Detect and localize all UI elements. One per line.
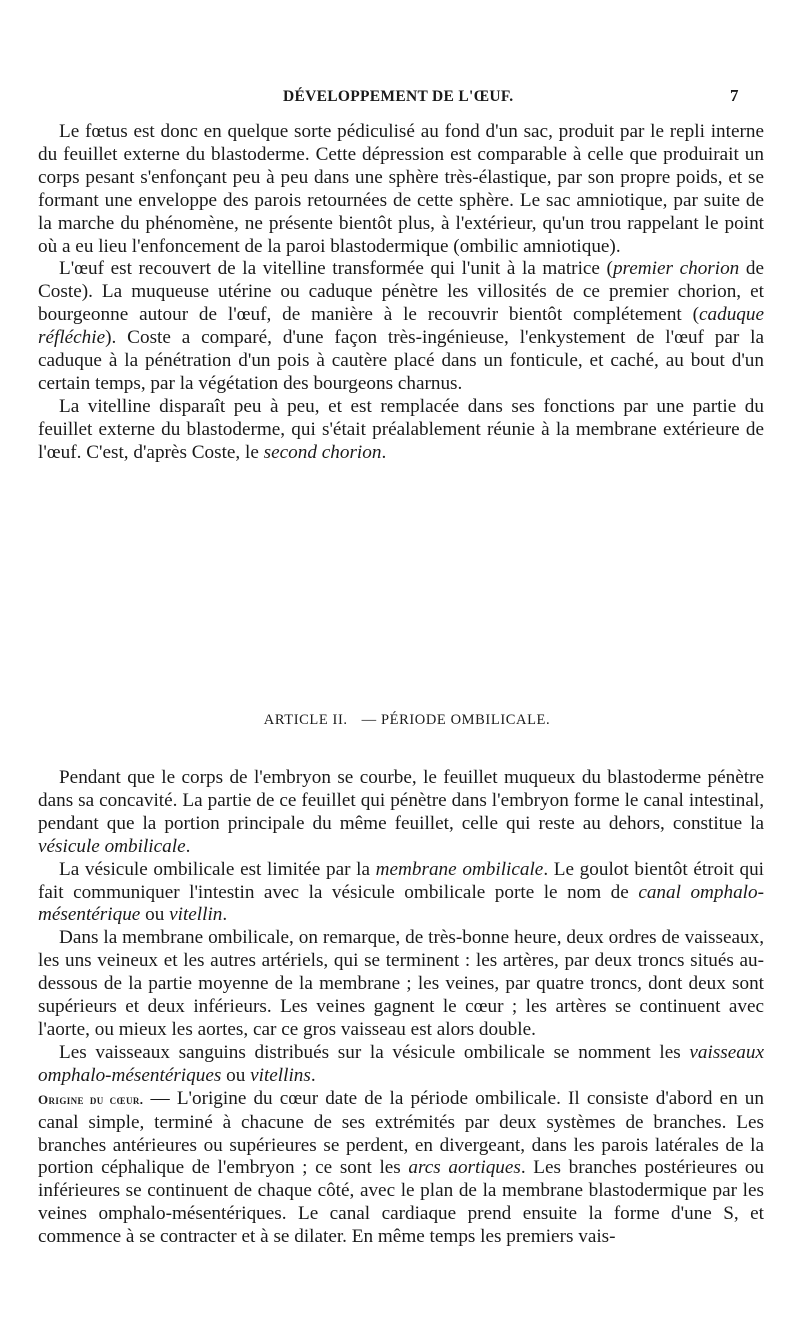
text-run: ). Coste a comparé, d'une façon très-ingénieuse, l'enkystement de l'œuf par la caduque à la pénétration d'un pois à cautère placé dans un fonticule, et caché, au bout d'un certain temps, par la végétation des bourgeons charnus. — [38, 327, 764, 394]
text-run: de Coste). La muqueuse utérine ou caduque pénètre les villosités de ce premier chorion, et bourgeonne autour de l'œuf, de manière à le recouvrir bientôt complétement ( — [38, 258, 764, 326]
running-title: DÉVELOPPEMENT DE L'ŒUF. — [283, 88, 514, 105]
article-title: — PÉRIODE OMBILICALE. — [361, 712, 551, 728]
italic-term: arcs aortiques — [408, 1157, 521, 1179]
italic-term: vésicule ombilicale — [38, 835, 186, 857]
italic-term: vitellins — [250, 1064, 311, 1086]
body-text-top — [38, 121, 764, 465]
italic-term: canal omphalo-mésentérique — [38, 881, 764, 926]
italic-term: caduque réfléchie — [38, 304, 764, 349]
italic-term: membrane ombilicale — [375, 858, 544, 880]
text-run: La vitelline disparaît peu à peu, et est remplacée dans ses fonctions par une partie du feuillet externe du blastoderme, qui s'était préalablement réunie à la membrane extérieure de l'œuf. C'est, d'après Coste, le — [38, 395, 764, 463]
text-run: . — [185, 835, 191, 857]
paragraph-chorion — [38, 258, 764, 395]
text-run: ou — [221, 1064, 251, 1086]
text-run: . Les branches postérieures ou inférieures se continuent de chaque côté, avec le plan de la membrane blastodermique par les veines omphalo-mésentériques. Le canal cardiaque prend ensuite la forme d'une S, et commence à se contracter et à se dilater. En même temps les premiers vais- — [38, 1157, 765, 1248]
text-run: ou — [140, 904, 170, 926]
paragraph-embryo — [38, 767, 764, 859]
paragraph-vitelline — [38, 396, 764, 465]
text-run: . — [310, 1064, 316, 1086]
text-run: Pendant que le corps de l'embryon se courbe, le feuillet muqueux du blastoderme pénètre dans sa concavité. La partie de ce feuillet qui pénètre dans l'embryon forme le canal intestinal, pendant que la portion principale du même feuillet, celle qui reste au dehors, constitue la — [38, 767, 764, 834]
body-text-bottom — [38, 767, 764, 1249]
italic-term: second chorion — [263, 441, 382, 463]
paragraph-vaisseaux: Dans la membrane ombilicale, on remarque, de très-bonne heure, deux ordres de vaisseaux, les uns veineux et les autres artériels, qui se terminent : les artères, par deux troncs situés au-dessous de la partie moyenne de la membrane ; les veines, par quatre troncs, dont deux sont supérieurs et deux inférieurs. Les veines gagnent le cœur ; les artères se continuent avec l'aorte, ou mieux les aortes, car ce gros vaisseau est alors double. — [38, 927, 764, 1040]
page-number: 7 — [730, 86, 739, 105]
text-run: . Le goulot bientôt étroit qui fait communiquer l'intestin avec la vésicule ombilicale porte le nom de — [38, 858, 765, 903]
italic-term: premier chorion — [612, 258, 740, 280]
text-run: . — [222, 904, 228, 926]
text-run: Les vaisseaux sanguins distribués sur la vésicule ombilicale se nomment les — [59, 1041, 690, 1063]
paragraph-origine-coeur — [38, 1088, 764, 1249]
paragraph-vesicule — [38, 859, 764, 928]
paragraph-vaisseaux-names — [38, 1042, 764, 1088]
text-run: La vésicule ombilicale est limitée par la — [59, 858, 376, 880]
italic-term: vitellin — [169, 904, 223, 926]
paragraph-fetus: Le fœtus est donc en quelque sorte pédiculisé au fond d'un sac, produit par le repli interne du feuillet externe du blastoderme. Cette dépression est comparable à celle que produirait un corps pesant s'enfonçant peu à peu dans une sphère très-élastique, par son propre poids, et se formant une enveloppe des parois retournées de cette sphère. Le sac amniotique, par suite de la marche du phénomène, ne présente bientôt plus, à l'extérieur, qu'un trou rappelant le point où a eu lieu l'enfoncement de la paroi blastodermique (ombilic amniotique). — [38, 121, 764, 257]
sidenote-label: Origine du cœur. — [38, 1091, 144, 1107]
text-run: L'œuf est recouvert de la vitelline transformée qui l'unit à la matrice ( — [59, 258, 613, 280]
italic-term: vaisseaux omphalo-mésentériques — [38, 1041, 764, 1086]
article-number: ARTICLE II. — [263, 712, 348, 728]
section-heading — [0, 712, 800, 729]
text-run: — L'origine du cœur date de la période ombilicale. Il consiste d'abord en un canal simple, terminé à chacune de ses extrémités par deux systèmes de branches. Les branches antérieures ou supérieures se perdent, en divergeant, dans les parois latérales de la portion céphalique de l'embryon ; ce sont les — [38, 1087, 764, 1179]
text-run: . — [381, 441, 387, 463]
